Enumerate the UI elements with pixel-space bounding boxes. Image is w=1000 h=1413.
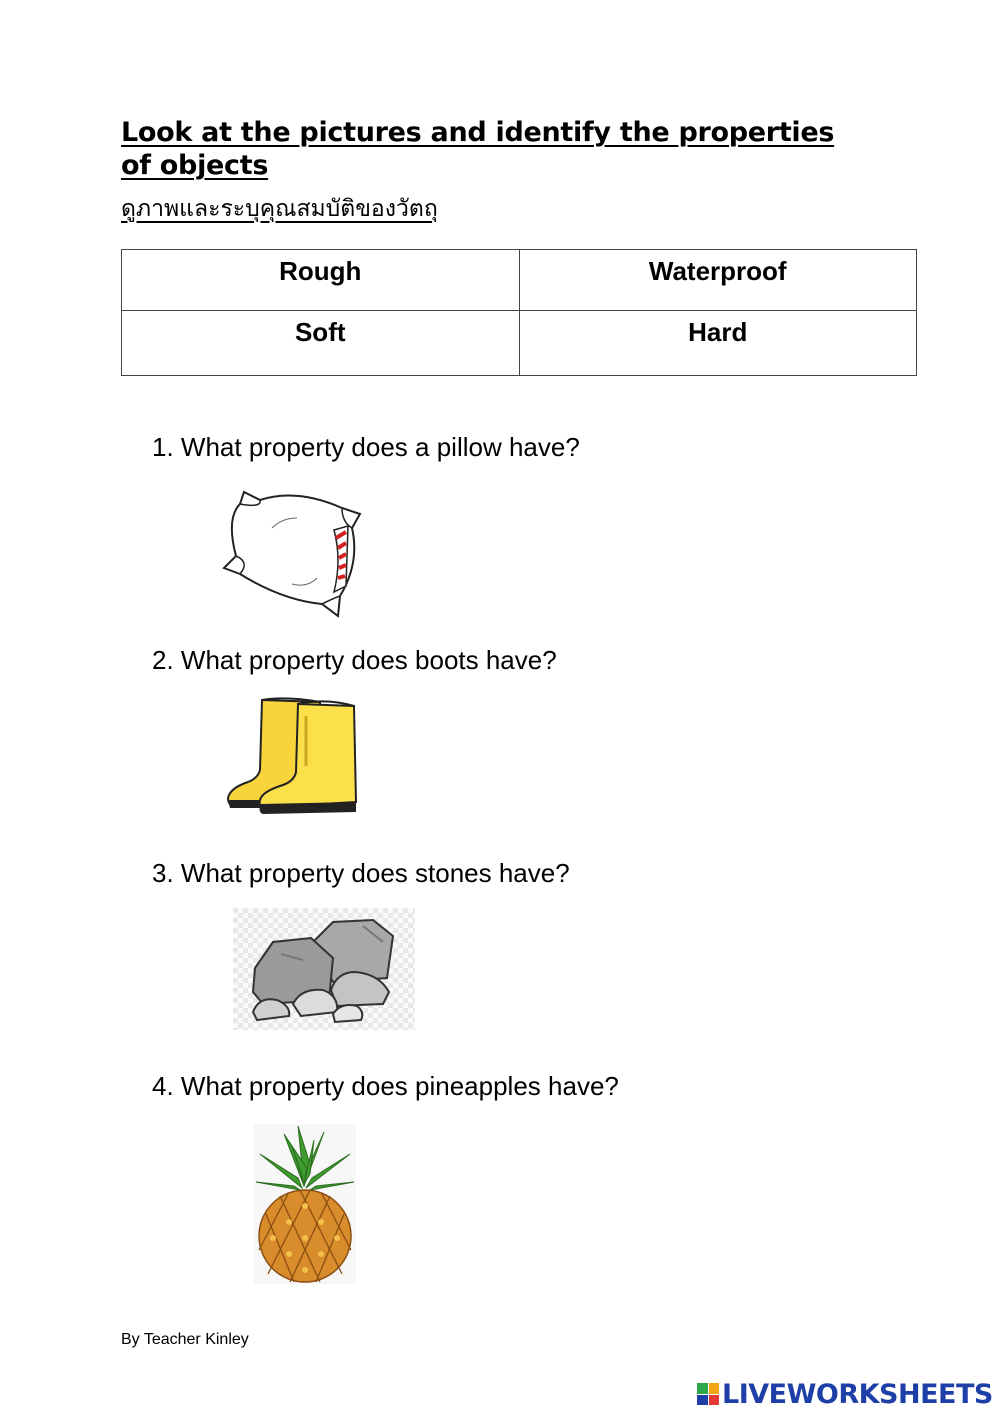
- boots-picture: [226, 696, 360, 818]
- pineapple-picture: [254, 1124, 356, 1284]
- worksheet-subtitle-thai: ดูภาพและระบุคุณสมบัติของวัตถุ: [121, 196, 438, 222]
- table-row: [122, 250, 917, 311]
- question-1-text: 1. What property does a pillow have?: [152, 432, 580, 462]
- worksheet-title: Look at the pictures and identify the properties of objects: [121, 117, 835, 181]
- table-row: [122, 311, 917, 376]
- property-cell: Hard: [519, 311, 917, 376]
- property-cell: Waterproof: [519, 250, 917, 311]
- stones-picture: [233, 908, 415, 1030]
- question-4-text: 4. What property does pineapples have?: [152, 1071, 619, 1101]
- property-cell: Soft: [122, 311, 520, 376]
- properties-table: [121, 249, 917, 376]
- question-3-text: 3. What property does stones have?: [152, 858, 570, 888]
- brand-text: LIVEWORKSHEETS: [722, 1378, 993, 1410]
- author-credit: By Teacher Kinley: [121, 1331, 249, 1348]
- question-2-text: 2. What property does boots have?: [152, 645, 557, 675]
- pillow-picture: [222, 488, 367, 620]
- property-cell: Rough: [122, 250, 520, 311]
- liveworksheets-logo: [697, 1377, 993, 1411]
- liveworksheets-logo-icon: [697, 1383, 719, 1405]
